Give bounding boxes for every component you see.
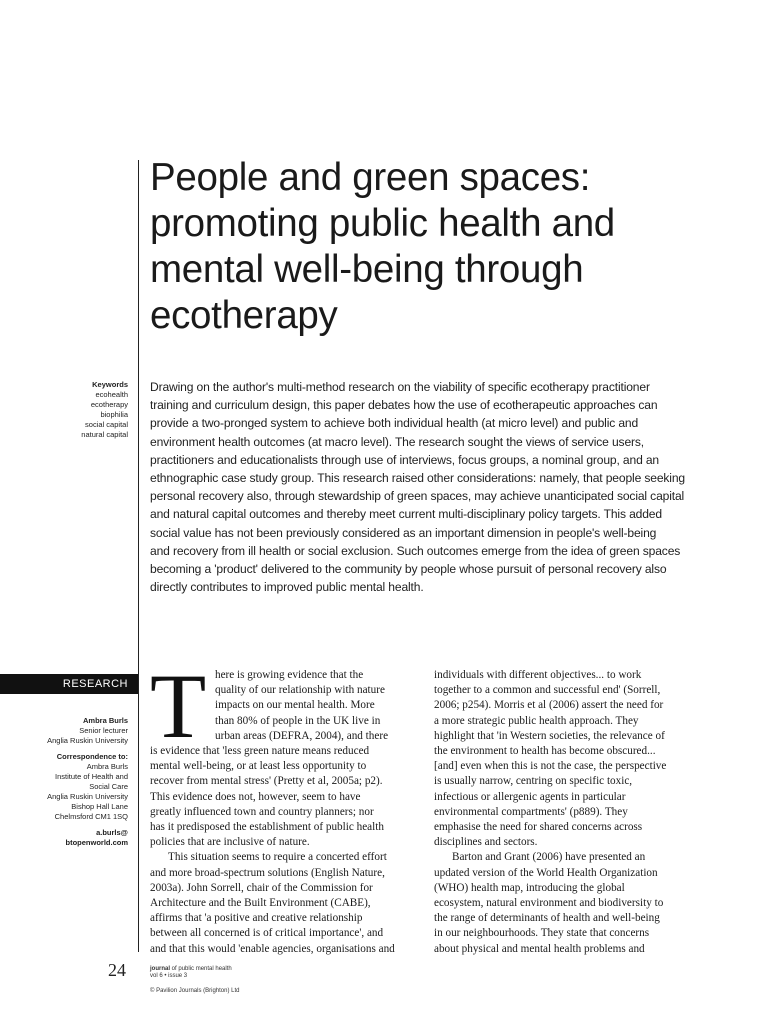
abstract-line: ethnographic case study group. This research raised other considerations: namely, that people seeking (150, 471, 685, 486)
journal-volume: vol 6 • issue 3 (150, 973, 188, 979)
body-line: here is growing evidence that the (215, 669, 364, 681)
body-line: recover from mental stress' (Pretty et al, 2005a; p2). (150, 775, 383, 788)
keyword: natural capital (81, 430, 128, 439)
body-line: updated version of the World Health Organization (434, 866, 658, 879)
body-line: than 80% of people in the UK live in (215, 714, 381, 727)
body-line: is evidence that 'less green nature means reduced (150, 745, 370, 758)
keyword: social capital (85, 420, 128, 429)
abstract-line: becoming a 'product' delivered to the community by people whose pursuit of personal recovery also (150, 562, 667, 577)
author-email[interactable]: btopenworld.com (65, 838, 128, 847)
correspondence-line: Chelmsford CM1 1SQ (54, 812, 128, 821)
body-line: and more broad-spectrum solutions (English Nature, (150, 866, 385, 879)
title-line: People and green spaces: (150, 156, 591, 199)
abstract-line: directly contributes to improved public mental health. (150, 580, 424, 595)
author-role: Senior lecturer (79, 726, 128, 735)
correspondence-line: Bishop Hall Lane (71, 802, 128, 811)
body-line: emphasise the need for shared concerns across (434, 821, 643, 834)
body-line: about physical and mental health problems and (434, 942, 645, 955)
keyword: biophilia (100, 410, 128, 419)
body-line: a more strategic public health approach. They (434, 714, 639, 727)
author-name: Ambra Burls (82, 716, 128, 725)
keyword: ecotherapy (90, 400, 128, 409)
body-column-left (150, 668, 413, 957)
vertical-rule (138, 160, 139, 952)
body-line: in our neighbourhoods. They state that concerns (434, 927, 650, 940)
body-line: the range of determinants of health and well-being (434, 912, 660, 925)
body-line: Barton and Grant (2006) have presented an (452, 851, 646, 864)
body-line: (WHO) health map, introducing the global (434, 881, 625, 894)
body-line: 2006; p254). Morris et al (2006) assert the need for (434, 699, 664, 712)
body-line: individuals with different objectives... to work (434, 669, 642, 681)
body-column-right (434, 668, 697, 957)
abstract (150, 378, 698, 596)
author-block (20, 716, 128, 848)
body-line: greatly influenced town and country planners; nor (150, 805, 374, 818)
copyright: © Pavilion Journals (Brighton) Ltd (150, 988, 240, 994)
abstract-line: social value has not been previously considered as an important dimension in people's well-being (150, 525, 657, 540)
title-line: mental well-being through (150, 248, 584, 291)
body-line: [and] even when this is not the case, the perspective (434, 760, 667, 773)
correspondence-line: Social Care (89, 782, 128, 791)
body-line: Architecture and the Built Environment (CABE), (150, 897, 371, 910)
abstract-line: Drawing on the author's multi-method research on the viability of specific ecotherapy practitioner (150, 380, 650, 394)
body-line: disciplines and sectors. (434, 836, 538, 849)
body-line: urban areas (DEFRA, 2004), and there (215, 729, 389, 742)
body-line: is usually narrow, centring on specific toxic, (434, 775, 633, 788)
journal-name (150, 966, 232, 980)
body-line: This evidence does not, however, seem to have (150, 790, 361, 803)
body-line: highlight that 'in Western societies, the relevance of (434, 729, 665, 742)
abstract-line: provide a two-pronged system to achieve both individual health (at micro level) and public and (150, 416, 639, 431)
body-line: infectious or allergenic agents in particular (434, 790, 626, 803)
title-line: ecotherapy (150, 294, 338, 337)
title-line: promoting public health and (150, 202, 615, 245)
correspondence-heading: Correspondence to: (56, 752, 128, 761)
body-line: ecosystem, natural environment and biodiversity to (434, 897, 664, 910)
body-line: affirms that 'a positive and creative relationship (150, 912, 363, 925)
correspondence-line: Institute of Health and (55, 772, 128, 781)
correspondence-line: Ambra Burls (86, 762, 128, 771)
keywords-heading: Keywords (92, 380, 128, 389)
correspondence-line: Anglia Ruskin University (47, 792, 128, 801)
article-title (150, 155, 750, 339)
abstract-line: practitioners and educationalists through use of interviews, focus groups, a nominal group, and an (150, 452, 660, 467)
abstract-line: environment health outcomes (at macro level). The research sought the views of service users, (150, 434, 644, 449)
abstract-line: training and curriculum design, this paper debates how the use of ecotherapeutic approaches can (150, 398, 658, 413)
abstract-line: and natural capital outcomes and thereby meet current multi-disciplinary policy targets. This added (150, 507, 662, 522)
author-institution: Anglia Ruskin University (47, 736, 128, 745)
body-line: and that this would 'enable agencies, organisations and (150, 942, 395, 955)
journal-name-rest: of public mental health (170, 966, 232, 972)
body-line: impacts on our mental health. More (215, 699, 375, 712)
keyword: ecohealth (95, 390, 128, 399)
keywords-block (20, 380, 128, 440)
drop-cap: T (150, 655, 207, 757)
body-line: mental well-being, or at least less opportunity to (150, 760, 367, 773)
abstract-line: and recovery from ill health or social exclusion. Such outcomes emerge from the idea of green spaces (150, 543, 681, 558)
body-line: 2003a). John Sorrell, chair of the Commission for (150, 881, 373, 894)
body-line: policies that are inclusive of nature. (150, 836, 310, 849)
body-line: has it predisposed the establishment of public health (150, 821, 384, 834)
body-line: the environment to health has become obscured... (434, 745, 656, 758)
body-line: together to a common and successful end' (Sorrell, (434, 684, 661, 697)
body-line: This situation seems to require a concerted effort (168, 851, 387, 864)
abstract-line: personal recovery also, through stewardship of green spaces, may achieve unanticipated social capital (150, 489, 685, 504)
body-line: quality of our relationship with nature (215, 684, 385, 697)
body-line: between all concerned is of critical importance', and (150, 927, 384, 940)
section-label: RESEARCH (0, 674, 138, 694)
body-line: environmental compartments' (p889). They (434, 805, 628, 818)
page-number: 24 (108, 960, 126, 980)
author-email[interactable]: a.burls@ (96, 828, 128, 837)
journal-name-bold: journal (150, 966, 171, 972)
